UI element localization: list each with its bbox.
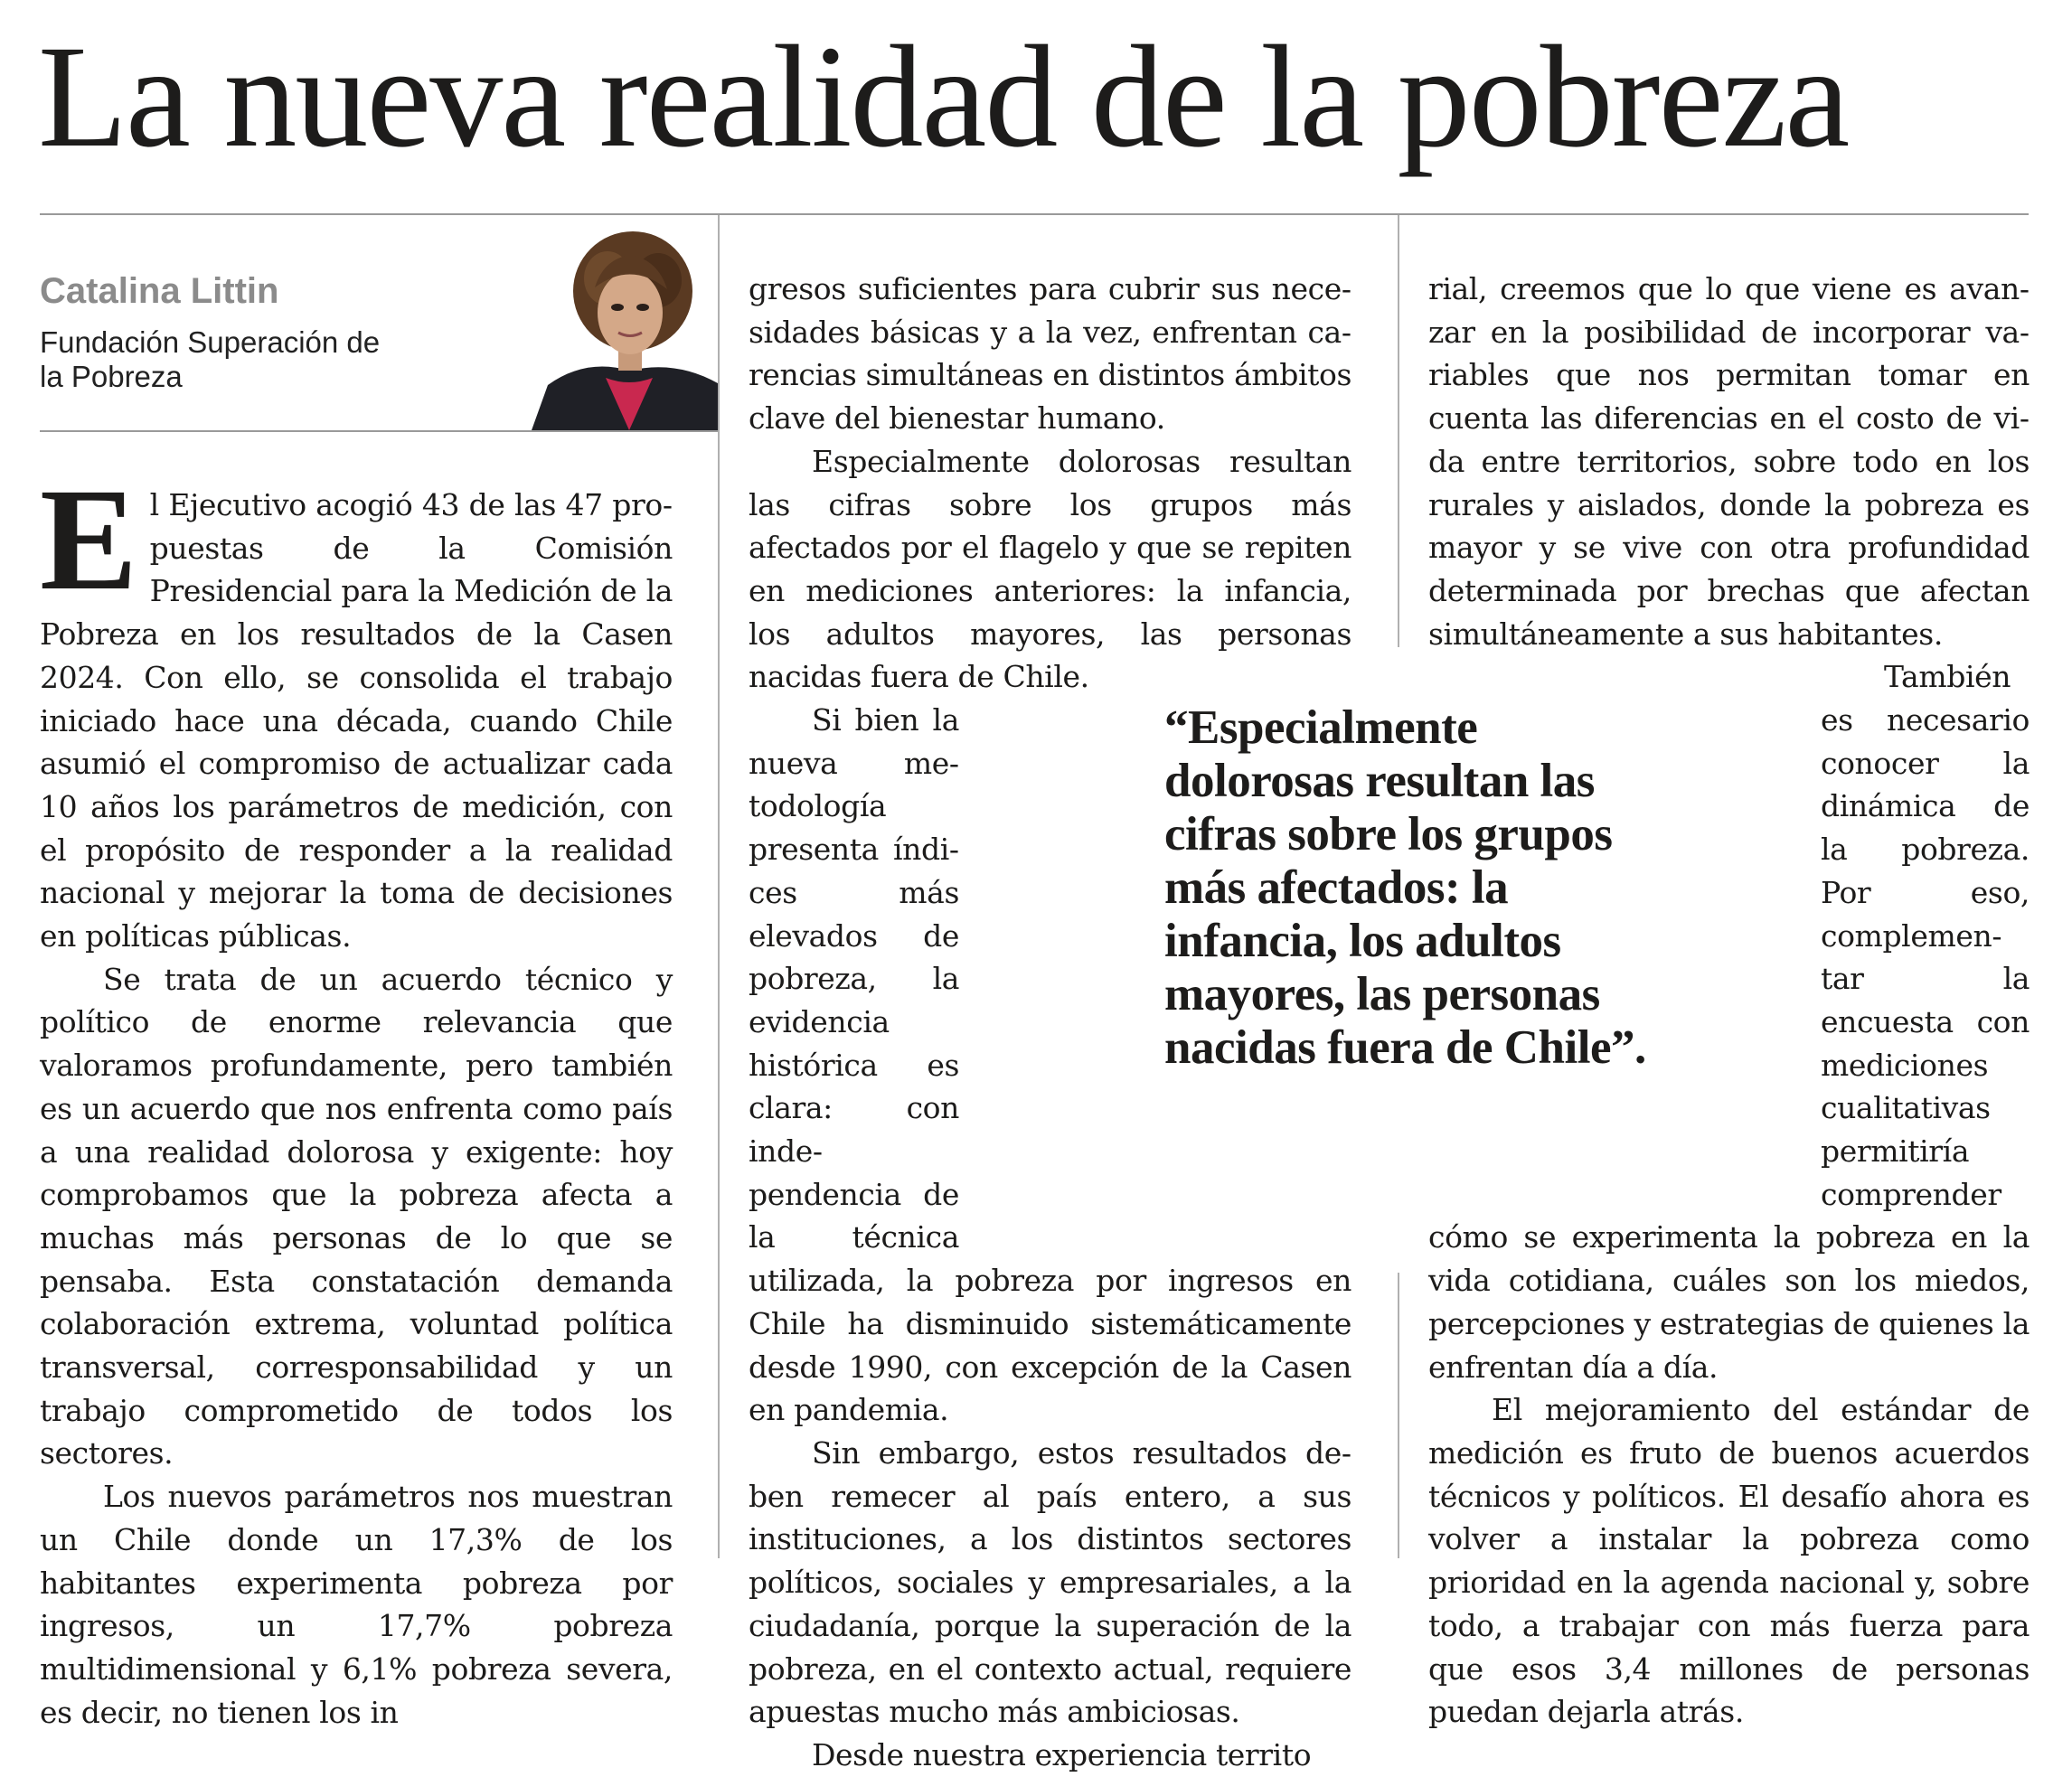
paragraph-8: Desde nuestra experiencia territo <box>812 1736 1312 1772</box>
paragraph-2: Se trata de un acuerdo técnico y político de enorme relevancia que valoramos profundamente, pero también es un acuerdo que nos enfrenta como país a una realidad dolorosa y exigente: hoy comprobamos que la pobreza afecta a muchas más personas de lo que se pensaba. Esta constatación demanda colaboración extrema, voluntad política transversal, corresponsabilidad y un trabajo comprometido de todos los sectores. <box>40 961 673 1471</box>
author-organization: Fundación Superación de la Pobreza <box>40 325 381 393</box>
paragraph-1 <box>40 459 673 958</box>
author-photo <box>532 224 718 430</box>
paragraph-3: Los nuevos parámetros nos muestran un Chile donde un 17,3% de los habitantes experimenta pobreza por ingresos, un 17,7% pobreza multidimensional y 6,1% pobreza severa, es decir, no tienen los in <box>40 1479 673 1730</box>
drop-cap: E <box>40 459 137 621</box>
author-name: Catalina Littin <box>40 271 279 311</box>
pull-quote: “Especialmente dolorosas resultan las cifras sobre los grupos más afectados: la infancia, los adultos mayores, las personas nacidas fuera de Chile”. <box>1164 701 1646 1074</box>
paragraph-9: rial, creemos que lo que viene es avanzar en la posibilidad de incorporar variables que nos permitan tomar en cuenta las diferencias en el costo de vida entre territorios, sobre todo en los rurales y aislados, donde la pobreza es mayor y se vive con otra profundidad determinada por brechas que afectan simultáneamente a sus habitantes. <box>1428 271 2030 652</box>
paragraph-7: Sin embargo, estos resultados deben remecer al país entero, a sus instituciones, a los distintos sectores políticos, sociales y empresariales, a la ciudadanía, porque la superación de la pobreza, en el contexto actual, requiere apuestas mucho más ambiciosas. <box>749 1434 1352 1730</box>
column-1 <box>40 459 673 1734</box>
paragraph-10: También es necesario conocer la dinámica de la pobreza. Por eso, complementar la encuesta con mediciones cualitativas permitiría comprender cómo se experimenta la pobreza en la vida cotidiana, cuáles son los miedos, percepciones y estrategias de quienes la enfrentan día a día. <box>1428 659 2030 1385</box>
paragraph-5: Especialmente dolorosas resultan las cifras sobre los grupos más afectados por el flagelo y que se repiten en mediciones anteriores: la infancia, los adultos mayores, las personas nacidas fuera de Chile. <box>749 443 1352 695</box>
column-rule-2 <box>1398 215 1399 647</box>
byline-rule <box>40 430 718 432</box>
paragraph-1-text: l Ejecutivo acogió 43 de las 47 propuestas de la Comisión Presidencial para la Medición de la Pobreza en los resultados de la Casen 2024. Con ello, se consolida el trabajo iniciado hace una década, cuando Chile asumió el compromiso de actualizar cada 10 años los parámetros de medición, con el propósito de responder a la realidad nacional y mejorar la toma de decisiones en políticas públicas. <box>40 487 673 954</box>
column-rule-3 <box>1398 1273 1399 1558</box>
paragraph-4: gresos suficientes para cubrir sus necesidades básicas y a la vez, enfrentan carencias simultáneas en distintos ámbitos clave del bienestar humano. <box>749 271 1352 437</box>
headline: La nueva realidad de la pobreza <box>38 16 1849 178</box>
paragraph-11: El mejoramiento del estándar de medición es fruto de buenos acuerdos técnicos y políticos. El desafío ahora es volver a instalar la pobreza como prioridad en la agenda nacional y, sobre todo, a trabajar con más fuerza para que esos 3,4 millones de personas puedan dejarla atrás. <box>1428 1392 2030 1730</box>
column-rule-1 <box>718 215 720 1558</box>
portrait-icon <box>532 224 718 430</box>
paragraph-6: Si bien la nueva metodología presenta índices más elevados de pobreza, la evidencia histórica es clara: con independencia de la técnica utilizada, la pobreza por ingresos en Chile ha disminuido sistemáticamente desde 1990, con excepción de la Casen en pandemia. <box>749 702 1352 1428</box>
top-rule <box>40 213 2029 215</box>
